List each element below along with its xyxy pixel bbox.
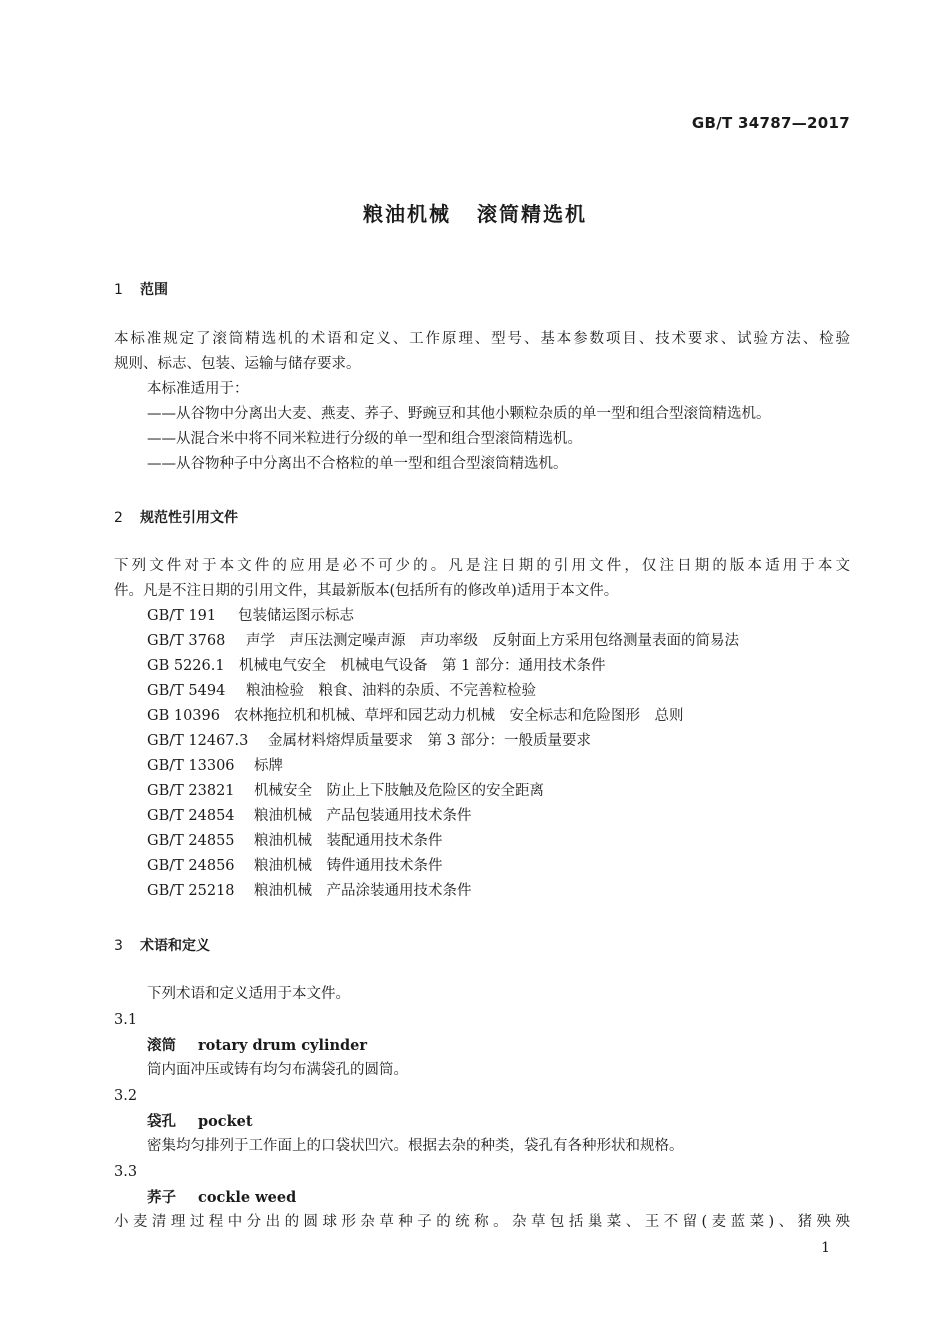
reference-code: GB/T 23821 <box>147 783 235 799</box>
reference-item <box>147 654 605 679</box>
reference-title: 机械安全 防止上下肢触及危险区的安全距离 <box>254 783 544 799</box>
scope-paragraph-line-1: 本标准规定了滚筒精选机的术语和定义、工作原理、型号、基本参数项目、技术要求、试验方法、检验 <box>114 331 850 347</box>
reference-title: 包装储运图示标志 <box>238 608 354 624</box>
title-part-1: 粮油机械 <box>363 202 451 226</box>
reference-title: 粮油机械 装配通用技术条件 <box>254 833 443 849</box>
standard-number: GB/T 34787—2017 <box>691 114 850 132</box>
reference-item <box>147 829 443 854</box>
term-zh: 滚筒 <box>147 1038 176 1054</box>
reference-item <box>147 804 472 829</box>
document-title <box>0 198 950 227</box>
reference-item <box>147 854 443 879</box>
scope-applicability: 本标准适用于： <box>147 381 249 397</box>
term-definition: 小麦清理过程中分出的圆球形杂草种子的统称。杂草包括巢菜、王不留(麦蓝菜)、猪殃殃 <box>114 1214 850 1230</box>
reference-title: 粮油机械 产品涂装通用技术条件 <box>254 883 472 899</box>
term-en: rotary drum cylinder <box>198 1037 368 1054</box>
section-number: 1 <box>114 282 123 298</box>
reference-code: GB/T 25218 <box>147 883 235 899</box>
reference-item <box>147 879 472 904</box>
title-part-2: 滚筒精选机 <box>477 202 587 226</box>
section-number: 2 <box>114 510 123 526</box>
term-definition: 筒内面冲压或铸有均匀布满袋孔的圆筒。 <box>147 1062 408 1078</box>
reference-code: GB/T 5494 <box>147 683 226 699</box>
section-3-heading <box>114 935 210 955</box>
section-1-heading <box>114 279 168 299</box>
reference-code: GB 5226.1 <box>147 658 225 674</box>
reference-item <box>147 779 544 804</box>
reference-title: 粮油机械 铸件通用技术条件 <box>254 858 443 874</box>
term-definition: 密集均匀排列于工作面上的口袋状凹穴。根据去杂的种类，袋孔有各种形状和规格。 <box>147 1138 684 1154</box>
reference-title: 粮油机械 产品包装通用技术条件 <box>254 808 472 824</box>
term-name <box>147 1109 253 1135</box>
reference-item <box>147 704 684 729</box>
reference-code: GB/T 13306 <box>147 758 235 774</box>
reference-item <box>147 729 591 754</box>
reference-item <box>147 754 283 779</box>
reference-item <box>147 604 354 629</box>
reference-title: 金属材料熔焊质量要求 第 3 部分：一般质量要求 <box>268 733 591 749</box>
reference-code: GB 10396 <box>147 708 220 724</box>
page-number: 1 <box>821 1240 830 1256</box>
scope-list-item: ——从谷物种子中分离出不合格粒的单一型和组合型滚筒精选机。 <box>147 456 568 472</box>
reference-title: 粮油检验 粮食、油料的杂质、不完善粒检验 <box>246 683 536 699</box>
term-name <box>147 1033 367 1059</box>
reference-item <box>147 629 739 654</box>
terms-intro: 下列术语和定义适用于本文件。 <box>147 986 350 1002</box>
reference-title: 农林拖拉机和机械、草坪和园艺动力机械 安全标志和危险图形 总则 <box>234 708 684 724</box>
reference-code: GB/T 191 <box>147 608 217 624</box>
references-paragraph-line-1: 下列文件对于本文件的应用是必不可少的。凡是注日期的引用文件，仅注日期的版本适用于本文 <box>114 558 850 574</box>
reference-code: GB/T 24854 <box>147 808 235 824</box>
term-zh: 袋孔 <box>147 1114 176 1130</box>
reference-code: GB/T 24856 <box>147 858 235 874</box>
term-zh: 荞子 <box>147 1190 176 1206</box>
reference-title: 机械电气安全 机械电气设备 第 1 部分：通用技术条件 <box>239 658 606 674</box>
reference-item <box>147 679 536 704</box>
term-number: 3.3 <box>114 1164 138 1180</box>
reference-title: 声学 声压法测定噪声源 声功率级 反射面上方采用包络测量表面的简易法 <box>246 633 739 649</box>
scope-list-item: ——从谷物中分离出大麦、燕麦、荞子、野豌豆和其他小颗粒杂质的单一型和组合型滚筒精选机。 <box>147 406 771 422</box>
references-paragraph-line-2: 件。凡是不注日期的引用文件，其最新版本(包括所有的修改单)适用于本文件。 <box>114 583 619 599</box>
scope-paragraph-line-2: 规则、标志、包装、运输与储存要求。 <box>114 356 361 372</box>
section-title: 范围 <box>140 282 168 298</box>
section-2-heading <box>114 507 238 527</box>
term-name <box>147 1185 296 1211</box>
term-en: pocket <box>198 1113 253 1130</box>
reference-code: GB/T 3768 <box>147 633 226 649</box>
term-number: 3.2 <box>114 1088 138 1104</box>
reference-code: GB/T 12467.3 <box>147 733 249 749</box>
term-en: cockle weed <box>198 1189 297 1206</box>
section-title: 规范性引用文件 <box>140 510 238 526</box>
term-number: 3.1 <box>114 1012 138 1028</box>
reference-code: GB/T 24855 <box>147 833 235 849</box>
scope-list-item: ——从混合米中将不同米粒进行分级的单一型和组合型滚筒精选机。 <box>147 431 582 447</box>
section-title: 术语和定义 <box>140 938 210 954</box>
section-number: 3 <box>114 938 123 954</box>
reference-title: 标牌 <box>254 758 283 774</box>
